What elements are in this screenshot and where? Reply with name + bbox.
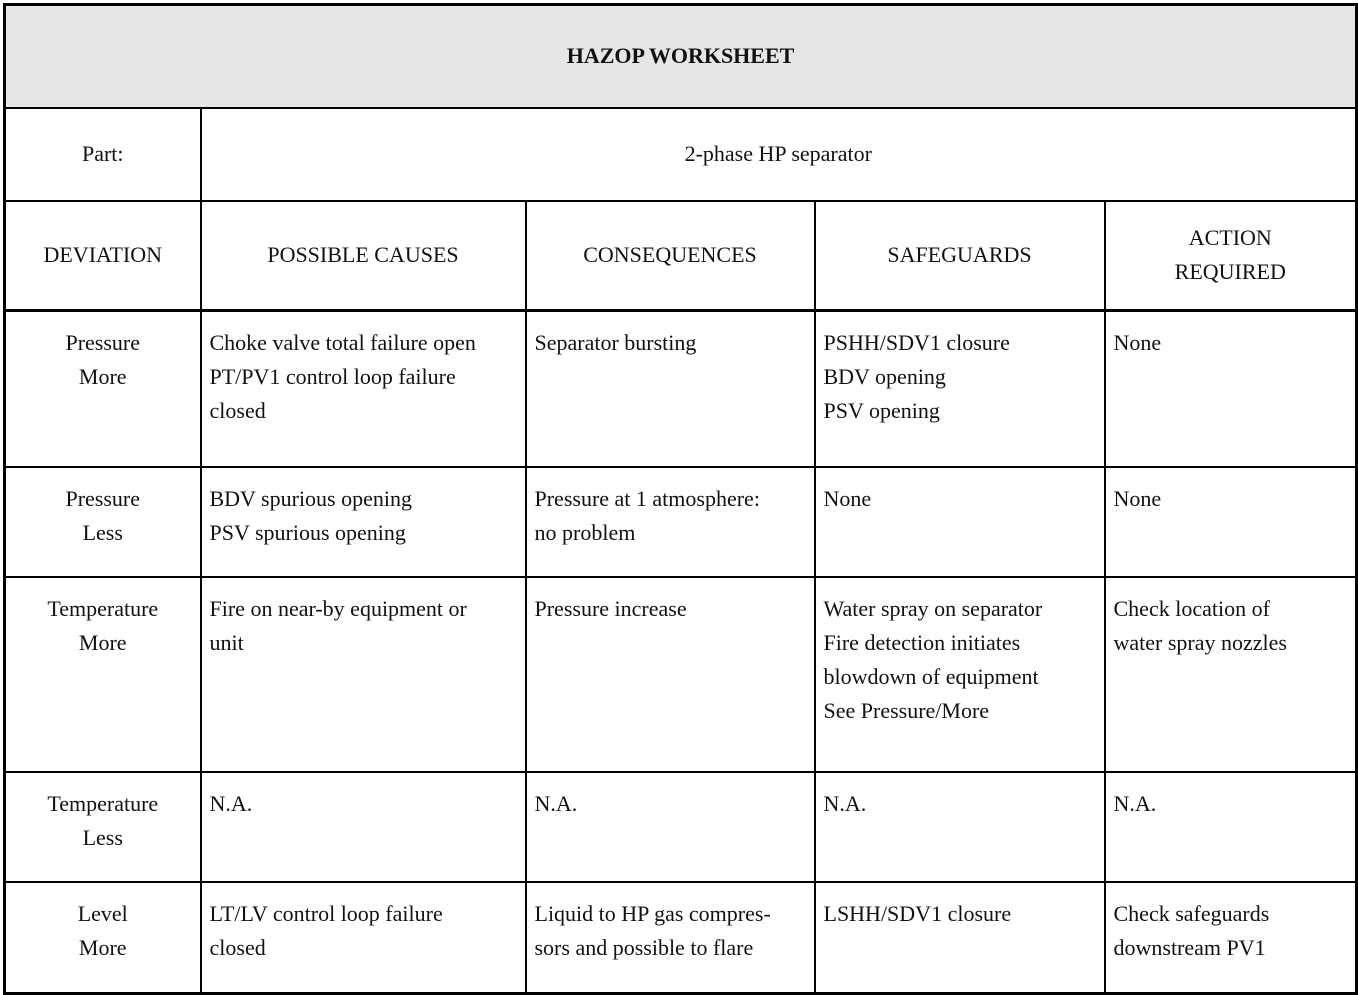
action-line: downstream PV1: [1113, 934, 1266, 960]
table-row: [5, 577, 1357, 772]
deviation-cell: [5, 467, 201, 577]
deviation-cell: [5, 311, 201, 467]
hazop-worksheet-table: [3, 3, 1358, 995]
header-action-line2: REQUIRED: [1174, 259, 1286, 285]
action-line: water spray nozzles: [1113, 629, 1287, 655]
safeguards-line: LSHH/SDV1 closure: [823, 900, 1012, 926]
consequences-line: Pressure at 1 atmosphere:: [534, 485, 760, 511]
deviation-line: Level: [77, 900, 128, 926]
action-line: Check location of: [1113, 595, 1270, 621]
deviation-cell: [5, 882, 201, 994]
consequences-line: no problem: [534, 519, 636, 545]
causes-line: LT/LV control loop failure: [209, 900, 443, 926]
safeguards-line: Water spray on separator: [823, 595, 1043, 621]
safeguards-cell: [815, 311, 1105, 467]
deviation-line: Less: [82, 519, 123, 545]
causes-line: PT/PV1 control loop failure: [209, 364, 456, 389]
deviation-line: Temperature: [47, 595, 159, 621]
consequences-cell: [526, 311, 815, 467]
column-header-row: [5, 201, 1357, 311]
worksheet-rows: [5, 311, 1357, 994]
causes-line: N.A.: [209, 790, 253, 816]
action-cell: [1105, 467, 1357, 577]
causes-line: Choke valve total failure open: [209, 330, 476, 355]
worksheet-title: HAZOP WORKSHEET: [5, 5, 1357, 108]
causes-line: BDV spurious opening: [209, 485, 412, 511]
action-line: N.A.: [1113, 790, 1157, 816]
header-possible-causes: POSSIBLE CAUSES: [201, 201, 526, 311]
deviation-cell: [5, 772, 201, 882]
deviation-line: More: [78, 934, 127, 960]
safeguards-line: PSHH/SDV1 closure: [823, 330, 1010, 355]
safeguards-line: See Pressure/More: [823, 697, 990, 723]
causes-line: closed: [209, 398, 266, 423]
consequences-line: sors and possible to flare: [534, 934, 754, 960]
part-label: Part:: [5, 108, 201, 201]
consequences-cell: [526, 772, 815, 882]
header-action-line1: ACTION: [1188, 225, 1272, 251]
deviation-line: More: [78, 364, 127, 389]
causes-cell: [201, 772, 526, 882]
causes-cell: [201, 882, 526, 994]
header-action-required: [1105, 201, 1357, 311]
action-line: None: [1113, 330, 1162, 355]
safeguards-cell: [815, 467, 1105, 577]
action-cell: [1105, 311, 1357, 467]
title-row: [5, 5, 1357, 108]
header-safeguards: SAFEGUARDS: [815, 201, 1105, 311]
causes-line: unit: [209, 629, 244, 655]
safeguards-line: blowdown of equipment: [823, 663, 1039, 689]
safeguards-line: Fire detection initiates: [823, 629, 1021, 655]
action-cell: [1105, 772, 1357, 882]
consequences-cell: [526, 577, 815, 772]
deviation-line: Pressure: [65, 330, 141, 355]
part-value: 2-phase HP separator: [201, 108, 1357, 201]
safeguards-cell: [815, 772, 1105, 882]
action-cell: [1105, 577, 1357, 772]
causes-line: PSV spurious opening: [209, 519, 406, 545]
causes-cell: [201, 577, 526, 772]
consequences-line: Pressure increase: [534, 595, 687, 621]
action-line: Check safeguards: [1113, 900, 1270, 926]
causes-cell: [201, 311, 526, 467]
consequences-line: Liquid to HP gas compres-: [534, 900, 771, 926]
causes-cell: [201, 467, 526, 577]
safeguards-cell: [815, 882, 1105, 994]
action-line: None: [1113, 485, 1162, 511]
deviation-cell: [5, 577, 201, 772]
table-row: [5, 882, 1357, 994]
part-row: [5, 108, 1357, 201]
safeguards-line: BDV opening: [823, 364, 946, 389]
safeguards-line: N.A.: [823, 790, 867, 816]
causes-line: closed: [209, 934, 266, 960]
table-row: [5, 772, 1357, 882]
deviation-line: Temperature: [47, 790, 159, 816]
deviation-line: Pressure: [65, 485, 141, 511]
header-deviation: DEVIATION: [5, 201, 201, 311]
consequences-line: N.A.: [534, 790, 578, 816]
consequences-cell: [526, 882, 815, 994]
header-consequences: CONSEQUENCES: [526, 201, 815, 311]
table-row: [5, 467, 1357, 577]
safeguards-line: PSV opening: [823, 398, 940, 423]
safeguards-line: None: [823, 485, 872, 511]
action-cell: [1105, 882, 1357, 994]
consequences-cell: [526, 467, 815, 577]
deviation-line: More: [78, 629, 127, 655]
deviation-line: Less: [82, 824, 123, 850]
safeguards-cell: [815, 577, 1105, 772]
consequences-line: Separator bursting: [534, 330, 697, 355]
causes-line: Fire on near-by equipment or: [209, 595, 467, 621]
table-row: [5, 311, 1357, 467]
